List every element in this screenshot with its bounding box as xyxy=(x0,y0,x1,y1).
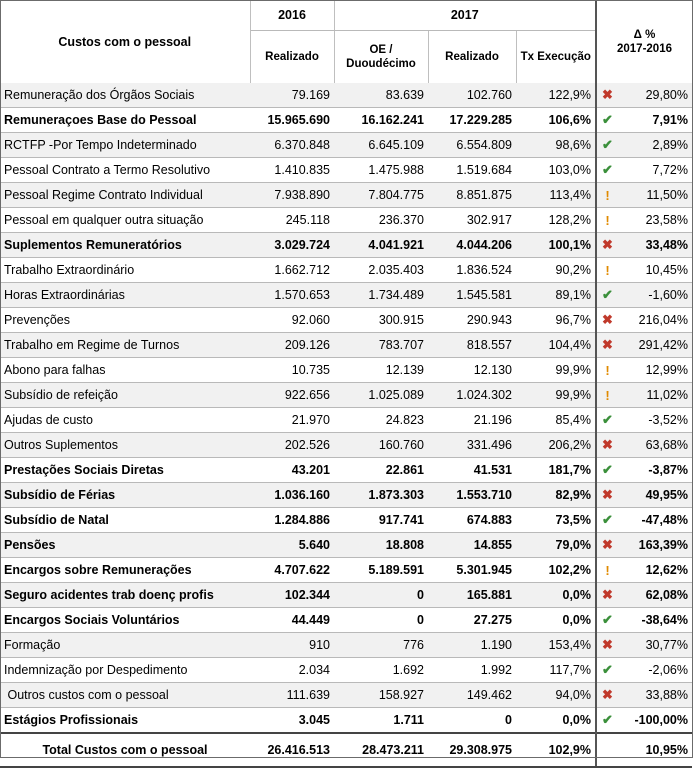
cell-realizado-2017: 6.554.809 xyxy=(428,133,516,158)
total-tx: 102,9% xyxy=(516,733,596,767)
cell-realizado-2016: 1.410.835 xyxy=(250,158,334,183)
cross-icon: ✖ xyxy=(602,312,613,327)
cell-delta: 291,42% xyxy=(618,333,692,358)
cell-realizado-2016: 79.169 xyxy=(250,83,334,108)
cell-tx-execucao: 89,1% xyxy=(516,283,596,308)
row-label: Outros Suplementos xyxy=(0,433,250,458)
status-cell xyxy=(596,108,618,133)
cell-delta: 12,62% xyxy=(618,558,692,583)
cell-tx-execucao: 106,6% xyxy=(516,108,596,133)
cell-tx-execucao: 113,4% xyxy=(516,183,596,208)
cell-realizado-2016: 3.029.724 xyxy=(250,233,334,258)
cell-delta: -3,52% xyxy=(618,408,692,433)
check-icon: ✔ xyxy=(602,462,613,477)
cell-oe: 1.025.089 xyxy=(334,383,428,408)
cell-realizado-2017: 21.196 xyxy=(428,408,516,433)
exclamation-icon: ! xyxy=(605,187,610,203)
cell-realizado-2017: 1.190 xyxy=(428,633,516,658)
row-label: Remuneraçoes Base do Pessoal xyxy=(0,108,250,133)
cell-tx-execucao: 90,2% xyxy=(516,258,596,283)
cell-tx-execucao: 85,4% xyxy=(516,408,596,433)
cell-oe: 1.692 xyxy=(334,658,428,683)
cell-oe: 6.645.109 xyxy=(334,133,428,158)
cell-realizado-2017: 818.557 xyxy=(428,333,516,358)
cell-delta: 2,89% xyxy=(618,133,692,158)
col-realizado-2017: Realizado xyxy=(428,31,516,84)
cell-realizado-2017: 102.760 xyxy=(428,83,516,108)
table-row xyxy=(0,558,692,583)
cell-oe: 0 xyxy=(334,608,428,633)
cell-oe: 300.915 xyxy=(334,308,428,333)
cell-oe: 2.035.403 xyxy=(334,258,428,283)
cell-realizado-2016: 3.045 xyxy=(250,708,334,734)
cell-oe: 917.741 xyxy=(334,508,428,533)
cell-realizado-2017: 1.545.581 xyxy=(428,283,516,308)
cell-realizado-2017: 1.836.524 xyxy=(428,258,516,283)
cross-icon: ✖ xyxy=(602,537,613,552)
table-row xyxy=(0,208,692,233)
table-row xyxy=(0,258,692,283)
cell-tx-execucao: 181,7% xyxy=(516,458,596,483)
row-label: Trabalho em Regime de Turnos xyxy=(0,333,250,358)
col-oe-duodecimo: OE / Duoudécimo xyxy=(334,31,428,84)
cell-delta: 33,88% xyxy=(618,683,692,708)
cell-realizado-2016: 1.570.653 xyxy=(250,283,334,308)
row-label: Pessoal Contrato a Termo Resolutivo xyxy=(0,158,250,183)
cell-realizado-2016: 202.526 xyxy=(250,433,334,458)
total-r2017: 29.308.975 xyxy=(428,733,516,767)
cell-tx-execucao: 153,4% xyxy=(516,633,596,658)
table-body xyxy=(0,83,692,733)
cell-delta: -2,06% xyxy=(618,658,692,683)
status-cell xyxy=(596,83,618,108)
status-cell xyxy=(596,558,618,583)
row-label: Prevenções xyxy=(0,308,250,333)
cell-realizado-2017: 14.855 xyxy=(428,533,516,558)
cell-oe: 7.804.775 xyxy=(334,183,428,208)
table-row xyxy=(0,133,692,158)
total-status-cell xyxy=(596,733,618,767)
row-label: Prestações Sociais Diretas xyxy=(0,458,250,483)
table-row xyxy=(0,158,692,183)
year-2016-header: 2016 xyxy=(250,0,334,31)
cell-oe: 160.760 xyxy=(334,433,428,458)
cell-realizado-2017: 165.881 xyxy=(428,583,516,608)
table-row xyxy=(0,408,692,433)
cell-oe: 12.139 xyxy=(334,358,428,383)
cell-delta: 10,45% xyxy=(618,258,692,283)
col-tx-execucao: Tx Execução xyxy=(520,51,591,63)
cell-realizado-2016: 245.118 xyxy=(250,208,334,233)
check-icon: ✔ xyxy=(602,712,613,727)
cell-delta: -1,60% xyxy=(618,283,692,308)
cell-delta: 23,58% xyxy=(618,208,692,233)
cell-realizado-2016: 21.970 xyxy=(250,408,334,433)
cell-realizado-2017: 1.024.302 xyxy=(428,383,516,408)
delta-header xyxy=(596,0,692,83)
status-cell xyxy=(596,383,618,408)
status-cell xyxy=(596,233,618,258)
cell-realizado-2016: 1.662.712 xyxy=(250,258,334,283)
status-cell xyxy=(596,708,618,734)
exclamation-icon: ! xyxy=(605,262,610,278)
table-row xyxy=(0,483,692,508)
cell-delta: 11,02% xyxy=(618,383,692,408)
cell-delta: 49,95% xyxy=(618,483,692,508)
cell-tx-execucao: 99,9% xyxy=(516,383,596,408)
cell-realizado-2017: 12.130 xyxy=(428,358,516,383)
table-row xyxy=(0,608,692,633)
cross-icon: ✖ xyxy=(602,487,613,502)
row-label: Estágios Profissionais xyxy=(0,708,250,734)
table-row xyxy=(0,358,692,383)
cell-oe: 5.189.591 xyxy=(334,558,428,583)
status-cell xyxy=(596,483,618,508)
cell-delta: 33,48% xyxy=(618,233,692,258)
cell-delta: 11,50% xyxy=(618,183,692,208)
cell-oe: 1.475.988 xyxy=(334,158,428,183)
cell-realizado-2016: 1.036.160 xyxy=(250,483,334,508)
cell-realizado-2017: 1.519.684 xyxy=(428,158,516,183)
check-icon: ✔ xyxy=(602,662,613,677)
cell-tx-execucao: 98,6% xyxy=(516,133,596,158)
cell-tx-execucao: 0,0% xyxy=(516,583,596,608)
table-row xyxy=(0,83,692,108)
check-icon: ✔ xyxy=(602,112,613,127)
status-cell xyxy=(596,183,618,208)
cell-realizado-2016: 922.656 xyxy=(250,383,334,408)
cell-delta: 7,72% xyxy=(618,158,692,183)
row-label: Seguro acidentes trab doenç profis xyxy=(0,583,250,608)
cell-oe: 24.823 xyxy=(334,408,428,433)
status-cell xyxy=(596,583,618,608)
status-cell xyxy=(596,408,618,433)
cell-tx-execucao: 94,0% xyxy=(516,683,596,708)
delta-header-label: Δ % 2017-2016 xyxy=(617,28,672,55)
cell-realizado-2017: 149.462 xyxy=(428,683,516,708)
cell-tx-execucao: 128,2% xyxy=(516,208,596,233)
total-oe: 28.473.211 xyxy=(334,733,428,767)
row-label: Remuneração dos Órgãos Sociais xyxy=(0,83,250,108)
table-row xyxy=(0,433,692,458)
cell-tx-execucao: 100,1% xyxy=(516,233,596,258)
table-row xyxy=(0,683,692,708)
cell-delta: 63,68% xyxy=(618,433,692,458)
cell-realizado-2016: 1.284.886 xyxy=(250,508,334,533)
cell-realizado-2017: 17.229.285 xyxy=(428,108,516,133)
cell-tx-execucao: 82,9% xyxy=(516,483,596,508)
total-r2016: 26.416.513 xyxy=(250,733,334,767)
year-2017-header: 2017 xyxy=(334,0,596,31)
total-label: Total Custos com o pessoal xyxy=(0,733,250,767)
row-label: Abono para falhas xyxy=(0,358,250,383)
cell-realizado-2017: 41.531 xyxy=(428,458,516,483)
exclamation-icon: ! xyxy=(605,562,610,578)
table-row xyxy=(0,108,692,133)
row-label: Outros custos com o pessoal xyxy=(0,683,250,708)
status-cell xyxy=(596,683,618,708)
status-cell xyxy=(596,283,618,308)
cell-tx-execucao: 96,7% xyxy=(516,308,596,333)
status-cell xyxy=(596,533,618,558)
cell-oe: 783.707 xyxy=(334,333,428,358)
cell-delta: 7,91% xyxy=(618,108,692,133)
status-cell xyxy=(596,458,618,483)
status-cell xyxy=(596,633,618,658)
check-icon: ✔ xyxy=(602,287,613,302)
cell-realizado-2016: 43.201 xyxy=(250,458,334,483)
cell-oe: 22.861 xyxy=(334,458,428,483)
row-label: Subsídio de refeição xyxy=(0,383,250,408)
cross-icon: ✖ xyxy=(602,87,613,102)
cell-delta: 62,08% xyxy=(618,583,692,608)
cross-icon: ✖ xyxy=(602,437,613,452)
cell-tx-execucao: 104,4% xyxy=(516,333,596,358)
cell-realizado-2016: 44.449 xyxy=(250,608,334,633)
status-cell xyxy=(596,333,618,358)
status-cell xyxy=(596,658,618,683)
row-label: Pessoal em qualquer outra situação xyxy=(0,208,250,233)
cell-realizado-2016: 2.034 xyxy=(250,658,334,683)
cell-oe: 236.370 xyxy=(334,208,428,233)
cell-tx-execucao: 117,7% xyxy=(516,658,596,683)
row-label: Ajudas de custo xyxy=(0,408,250,433)
cell-tx-execucao: 0,0% xyxy=(516,708,596,734)
cell-delta: -100,00% xyxy=(618,708,692,734)
row-label: Encargos sobre Remunerações xyxy=(0,558,250,583)
cell-oe: 1.711 xyxy=(334,708,428,734)
table-row xyxy=(0,633,692,658)
cell-tx-execucao: 73,5% xyxy=(516,508,596,533)
row-label: Pessoal Regime Contrato Individual xyxy=(0,183,250,208)
cell-realizado-2016: 102.344 xyxy=(250,583,334,608)
total-delta: 10,95% xyxy=(618,733,692,767)
cell-oe: 83.639 xyxy=(334,83,428,108)
cell-realizado-2017: 290.943 xyxy=(428,308,516,333)
cell-oe: 1.734.489 xyxy=(334,283,428,308)
status-cell xyxy=(596,508,618,533)
cell-delta: -38,64% xyxy=(618,608,692,633)
total-row xyxy=(0,733,692,767)
cell-realizado-2016: 6.370.848 xyxy=(250,133,334,158)
cell-tx-execucao: 99,9% xyxy=(516,358,596,383)
table-row xyxy=(0,383,692,408)
cell-realizado-2017: 331.496 xyxy=(428,433,516,458)
cell-tx-execucao: 122,9% xyxy=(516,83,596,108)
cell-realizado-2017: 1.553.710 xyxy=(428,483,516,508)
status-cell xyxy=(596,433,618,458)
cell-delta: 30,77% xyxy=(618,633,692,658)
status-cell xyxy=(596,208,618,233)
cell-delta: 163,39% xyxy=(618,533,692,558)
cell-realizado-2017: 1.992 xyxy=(428,658,516,683)
cell-delta: 29,80% xyxy=(618,83,692,108)
status-cell xyxy=(596,258,618,283)
row-label: Pensões xyxy=(0,533,250,558)
status-cell xyxy=(596,158,618,183)
cross-icon: ✖ xyxy=(602,687,613,702)
cell-realizado-2016: 209.126 xyxy=(250,333,334,358)
cell-realizado-2017: 0 xyxy=(428,708,516,734)
check-icon: ✔ xyxy=(602,612,613,627)
table-row xyxy=(0,283,692,308)
row-label: Subsídio de Natal xyxy=(0,508,250,533)
cell-delta: 216,04% xyxy=(618,308,692,333)
cell-realizado-2017: 27.275 xyxy=(428,608,516,633)
cell-realizado-2017: 4.044.206 xyxy=(428,233,516,258)
cell-realizado-2016: 15.965.690 xyxy=(250,108,334,133)
cell-tx-execucao: 0,0% xyxy=(516,608,596,633)
table-row xyxy=(0,708,692,734)
table-row xyxy=(0,658,692,683)
table-row xyxy=(0,333,692,358)
row-label: Horas Extraordinárias xyxy=(0,283,250,308)
cell-realizado-2017: 674.883 xyxy=(428,508,516,533)
row-label: RCTFP -Por Tempo Indeterminado xyxy=(0,133,250,158)
cell-tx-execucao: 103,0% xyxy=(516,158,596,183)
table-row xyxy=(0,233,692,258)
table-row xyxy=(0,458,692,483)
status-cell xyxy=(596,133,618,158)
cell-realizado-2017: 8.851.875 xyxy=(428,183,516,208)
cell-oe: 158.927 xyxy=(334,683,428,708)
cell-delta: -47,48% xyxy=(618,508,692,533)
row-label: Trabalho Extraordinário xyxy=(0,258,250,283)
row-label: Subsídio de Férias xyxy=(0,483,250,508)
exclamation-icon: ! xyxy=(605,387,610,403)
cell-oe: 16.162.241 xyxy=(334,108,428,133)
table-row xyxy=(0,533,692,558)
check-icon: ✔ xyxy=(602,137,613,152)
cell-realizado-2016: 5.640 xyxy=(250,533,334,558)
row-label: Formação xyxy=(0,633,250,658)
cell-oe: 776 xyxy=(334,633,428,658)
cell-oe: 1.873.303 xyxy=(334,483,428,508)
col-realizado-2016: Realizado xyxy=(250,31,334,84)
check-icon: ✔ xyxy=(602,162,613,177)
table-title: Custos com o pessoal xyxy=(0,0,250,83)
check-icon: ✔ xyxy=(602,412,613,427)
cell-tx-execucao: 79,0% xyxy=(516,533,596,558)
cell-realizado-2016: 910 xyxy=(250,633,334,658)
check-icon: ✔ xyxy=(602,512,613,527)
cell-realizado-2017: 302.917 xyxy=(428,208,516,233)
table-row xyxy=(0,583,692,608)
exclamation-icon: ! xyxy=(605,212,610,228)
cross-icon: ✖ xyxy=(602,237,613,252)
cell-realizado-2016: 111.639 xyxy=(250,683,334,708)
cell-oe: 0 xyxy=(334,583,428,608)
cell-realizado-2016: 7.938.890 xyxy=(250,183,334,208)
row-label: Indemnização por Despedimento xyxy=(0,658,250,683)
cell-delta: -3,87% xyxy=(618,458,692,483)
cell-realizado-2016: 10.735 xyxy=(250,358,334,383)
cell-oe: 18.808 xyxy=(334,533,428,558)
cell-delta: 12,99% xyxy=(618,358,692,383)
cell-tx-execucao: 206,2% xyxy=(516,433,596,458)
cell-realizado-2017: 5.301.945 xyxy=(428,558,516,583)
table-row xyxy=(0,508,692,533)
row-label: Suplementos Remuneratórios xyxy=(0,233,250,258)
cell-tx-execucao: 102,2% xyxy=(516,558,596,583)
cross-icon: ✖ xyxy=(602,637,613,652)
cell-realizado-2016: 4.707.622 xyxy=(250,558,334,583)
cell-realizado-2016: 92.060 xyxy=(250,308,334,333)
exclamation-icon: ! xyxy=(605,362,610,378)
status-cell xyxy=(596,308,618,333)
table-row xyxy=(0,183,692,208)
cross-icon: ✖ xyxy=(602,587,613,602)
status-cell xyxy=(596,608,618,633)
cell-oe: 4.041.921 xyxy=(334,233,428,258)
cross-icon: ✖ xyxy=(602,337,613,352)
table-row xyxy=(0,308,692,333)
row-label: Encargos Sociais Voluntários xyxy=(0,608,250,633)
status-cell xyxy=(596,358,618,383)
